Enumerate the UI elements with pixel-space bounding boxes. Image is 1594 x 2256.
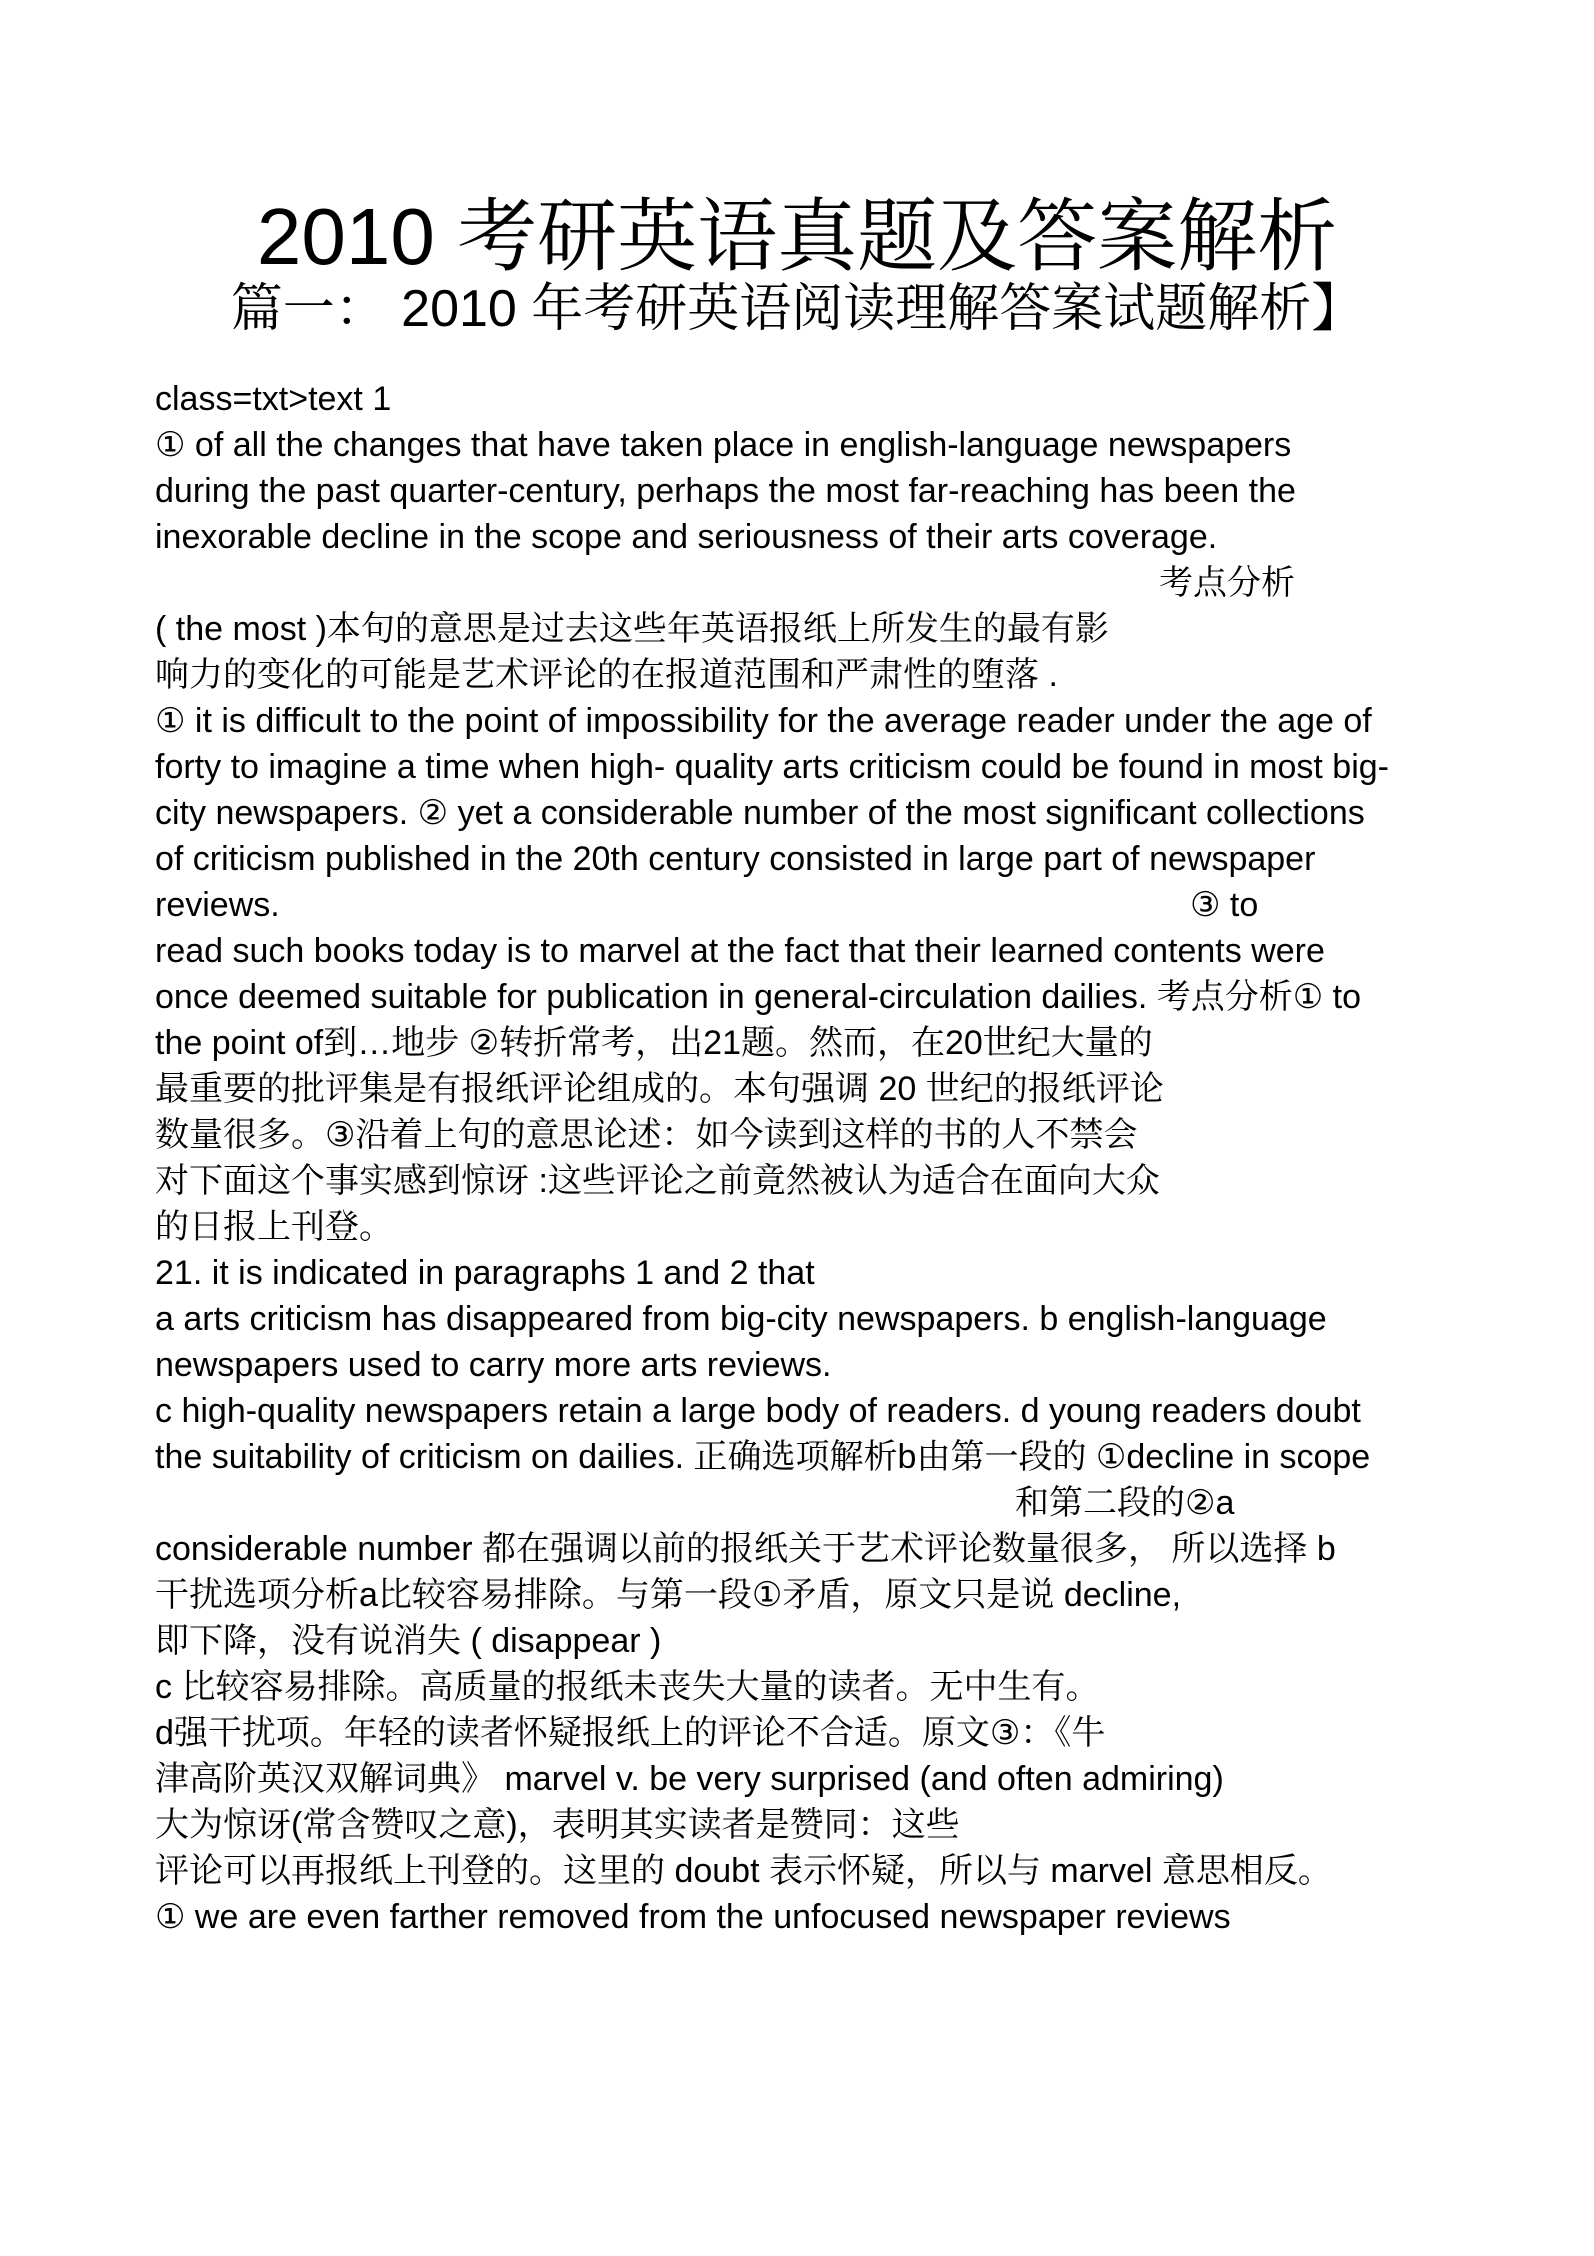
text-line: city newspapers. ② yet a considerable number of the most significant collections [155,794,1365,832]
text-line-split [155,882,1485,928]
text-line: forty to imagine a time when high- quality arts criticism could be found in most big- [155,748,1389,786]
text-line: newspapers used to carry more arts reviews. [155,1346,832,1384]
text-line: 评论可以再报纸上刊登的。这里的 doubt 表示怀疑，所以与 marvel 意思相反。 [155,1852,1332,1890]
text-line: ① of all the changes that have taken place in english-language newspapers [155,426,1292,464]
text-line: c 比较容易排除。高质量的报纸未丧失大量的读者。无中生有。 [155,1668,1100,1706]
text-line: class=txt>text 1 [155,380,392,418]
text-line: read such books today is to marvel at the fact that their learned contents were [155,932,1325,970]
text-line: 津高阶英汉双解词典》 marvel v. be very surprised (and often admiring) [155,1760,1224,1798]
text-line: 干扰选项分析a比较容易排除。与第一段①矛盾，原文只是说 decline, [155,1576,1182,1614]
question-stem: 21. it is indicated in paragraphs 1 and 2 that [155,1254,815,1292]
text-line: 数量很多。③沿着上句的意思论述：如今读到这样的书的人不禁会 [155,1116,1138,1154]
text-fragment: ③ to [1190,886,1259,924]
text-line: ① it is difficult to the point of impossibility for the average reader under the age of [155,702,1372,740]
text-line: 和第二段的②a [1015,1484,1235,1522]
text-line: 即下降，没有说消失 ( disappear ) [155,1622,662,1660]
text-line: c high-quality newspapers retain a large body of readers. d young readers doubt [155,1392,1361,1430]
text-line: a arts criticism has disappeared from big-city newspapers. b english-language [155,1300,1327,1338]
text-line: d强干扰项。年轻的读者怀疑报纸上的评论不合适。原文③：《牛 [155,1714,1106,1752]
text-line: considerable number 都在强调以前的报纸关于艺术评论数量很多， 所以选择 b [155,1530,1336,1568]
text-fragment: reviews. [155,886,280,924]
text-line: ① we are even farther removed from the unfocused newspaper reviews [155,1898,1231,1936]
document-body [155,376,1485,1940]
document-title: 2010 考研英语真题及答案解析 [256,192,1338,281]
text-line: 最重要的批评集是有报纸评论组成的。本句强调 20 世纪的报纸评论 [155,1070,1164,1108]
text-line: inexorable decline in the scope and seriousness of their arts coverage. [155,518,1218,556]
text-line: 考点分析 [1159,564,1295,602]
text-line: the point of到…地步 ②转折常考，出21题。然而，在20世纪大量的 [155,1024,1153,1062]
text-line: 响力的变化的可能是艺术评论的在报道范围和严肃性的堕落 . [155,656,1058,694]
text-line: during the past quarter-century, perhaps the most far-reaching has been the [155,472,1296,510]
text-line: once deemed suitable for publication in general-circulation dailies. 考点分析① to [155,978,1361,1016]
text-line: 大为惊讶(常含赞叹之意)，表明其实读者是赞同：这些 [155,1806,960,1844]
text-line: the suitability of criticism on dailies. 正确选项解析b由第一段的 ①decline in scope [155,1438,1371,1476]
document-subtitle: 篇一： 2010 年考研英语阅读理解答案试题解析】 [230,280,1364,338]
text-line: of criticism published in the 20th century consisted in large part of newspaper [155,840,1316,878]
text-line: ( the most )本句的意思是过去这些年英语报纸上所发生的最有影 [155,610,1109,648]
text-line: 的日报上刊登。 [155,1208,393,1246]
text-line: 对下面这个事实感到惊讶 :这些评论之前竟然被认为适合在面向大众 [155,1162,1160,1200]
